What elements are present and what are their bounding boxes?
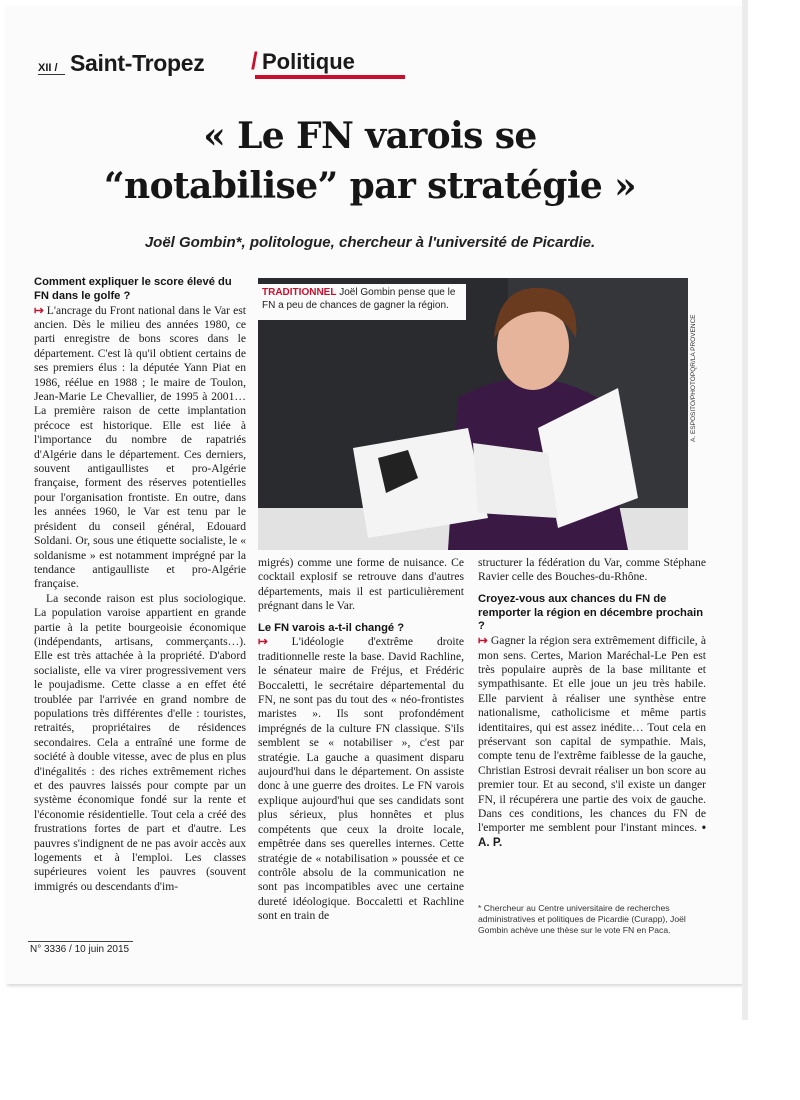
col2-paragraph-1: migrés) comme une forme de nuisance. Ce cocktail explosif se retrouve dans d'autres départements, mais il est particulièrement prégnant dans le Var. — [258, 556, 464, 613]
topic-title: Politique — [262, 49, 355, 74]
article-column-2 — [258, 556, 464, 924]
col1-paragraph-1: L'ancrage du Front national dans le Var est ancien. Dès le milieu des années 1980, ce parti enregistre de bons scores dans le département. C'est là qu'il obtient certains de ses premiers élus : la députée Yann Piat en 1986, réélue en 1988 ; le maire de Toulon, Jean-Marie Le Chevallier, de 1995 à 2001… La première raison de cette implantation précoce est historique. Elle est liée à l'importance du nombre de rapatriés d'Algérie dans le département. Ces derniers, souvent antigaullistes et pro-Algérie française, forment des réserves potentielles pour l'organisation frontiste. En outre, dans les années 1960, le Var est tenu par le président du conseil général, Edouard Soldani. Or, sous une étiquette socialiste, le « soldanisme » est notamment imprégné par la tendance antigaulliste et pro-Algérie française. — [34, 303, 246, 591]
footer-rule — [28, 941, 133, 942]
col2-paragraph-2: L'idéologie d'extrême droite traditionnelle reste la base. David Rachline, le sénateur maire de Fréjus, et Frédéric Boccaletti, le secrétaire départemental du FN, ne sont pas du tout des « néo-frontistes maristes ». Ils sont profondément imprégnés de la culture FN classique. S'ils semblent se « notabiliser », c'est par stratégie. La gauche a quasiment disparu aujourd'hui dans le département. On assiste donc à une guerre des droites. Le FN varois explique aujourd'hui que ses candidats sont plus sérieux, plus honnêtes et plus compétents que ceux la droite locale, empêtrée dans ses querelles internes. Cette stratégie de « notabilisation » poussée et ce contrôle absolu de la communication ne sont pas incompatibles avec une certaine dureté idéologique. Boccaletti et Rachline sont en train de — [258, 635, 464, 923]
caption-kicker: TRADITIONNEL — [262, 287, 337, 298]
article-column-1 — [34, 276, 246, 894]
answer-arrow-icon: ↦ — [258, 635, 268, 649]
caption-text: Joël Gombin pense que le FN a peu de chances de gagner la région. — [262, 287, 456, 311]
question-3: Croyez-vous aux chances du FN de remporter la région en décembre prochain ? — [478, 592, 704, 633]
headline-line-2: “notabilise” par stratégie » — [103, 165, 637, 207]
headline-line-1: « Le FN varois se — [203, 115, 537, 157]
topic-underline — [255, 75, 405, 79]
question-2: Le FN varois a-t-il changé ? — [258, 621, 405, 634]
answer-arrow-icon: ↦ — [34, 303, 44, 317]
section-slash: / — [251, 48, 258, 75]
photo-credit: A. ESPOSITO/PHOTOPQR/LA PROVENCE — [690, 314, 697, 442]
col3-paragraph-1: structurer la fédération du Var, comme Stéphane Ravier celle des Bouches-du-Rhône. — [478, 556, 706, 584]
byline: Joël Gombin*, politologue, chercheur à l'université de Picardie. — [144, 234, 596, 251]
photo-caption — [258, 284, 466, 320]
article-column-3 — [478, 556, 706, 850]
page-number: XII / — [38, 62, 58, 74]
author-signature: • A. P. — [478, 821, 706, 849]
page-edge — [742, 0, 748, 1020]
footnote: * Chercheur au Centre universitaire de recherches administratives et politiques de Picardie (Curapp), Joël Gombin achève une thèse sur le vote FN en Paca. — [478, 903, 686, 935]
question-1: Comment expliquer le score élevé du FN dans le golfe ? — [34, 276, 232, 302]
section-title: Saint-Tropez — [70, 50, 205, 76]
col3-paragraph-2: Gagner la région sera extrêmement difficile, à mon sens. Certes, Marion Maréchal-Le Pen est très populaire auprès de la base militante et sympathisante. Et elle joue un jeu très habile. Elle parvient à réaliser une synthèse entre nationalisme, catholicisme et même partis identitaires, qui est assez inédite… Tout cela en préservant son capital de sympathie. Mais, compte tenu de l'extrême faiblesse de la gauche, Christian Estrosi devrait réaliser un bon score au premier tour. Et au second, s'il existe un danger FN, il récupérera une partie des voix de gauche. Dans ces conditions, les chances du FN de l'emporter me semblent pour l'instant minces. — [478, 634, 706, 835]
issue-info: N° 3336 / 10 juin 2015 — [30, 944, 130, 955]
page-number-rule — [38, 74, 65, 75]
col1-paragraph-2: La seconde raison est plus sociologique. La population varoise appartient en grande partie à la petite bourgeoisie économique (indépendants, artisans, commerçants…). Elle est très attachée à la propriété. D'abord socialiste, elle va virer progressivement vers le poujadisme. Cette classe a en effet été troublée par l'arrivée en grand nombre de populations très différentes d'elle : touristes, retraités, propriétaires de résidences secondaires. Cela a entraîné une forme de société à double vitesse, avec de plus en plus d'inégalités : des riches extrêmement riches et des pauvres laissés pour compte par un système économique fondé sur la rente et l'économie résidentielle. Tout cela a créé des frustrations fortes de part et d'autre. Les pauvres s'indignent de ne pas avoir accès aux logements et à l'emploi. Les classes supérieures voient les pauvres (souvent immigrés ou descendants d'im- — [34, 591, 246, 893]
answer-arrow-icon: ↦ — [478, 634, 488, 648]
